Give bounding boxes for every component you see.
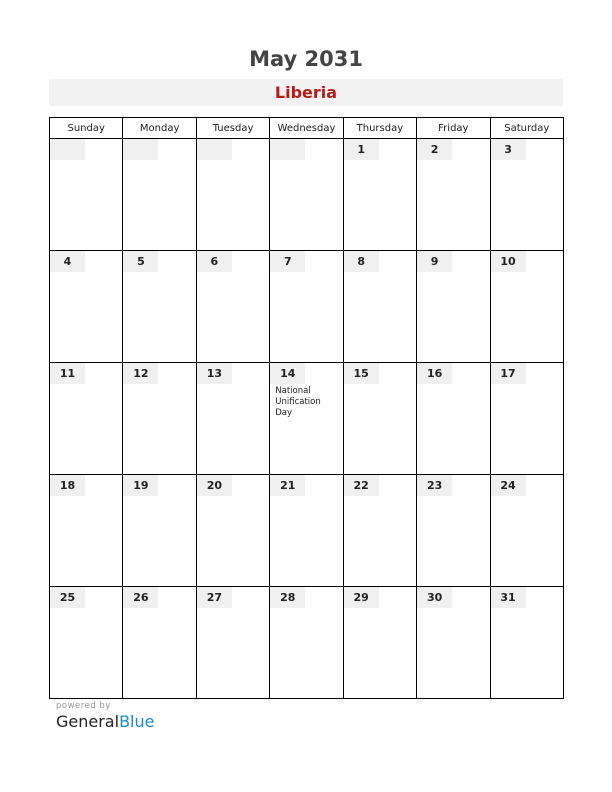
day-number: 22 bbox=[344, 475, 379, 496]
day-number: 8 bbox=[344, 251, 379, 272]
empty-day-cell bbox=[123, 139, 196, 251]
country-name: Liberia bbox=[274, 83, 338, 102]
day-number: 9 bbox=[417, 251, 452, 272]
day-cell bbox=[50, 363, 123, 475]
week-row bbox=[50, 363, 564, 475]
day-cell bbox=[417, 363, 490, 475]
day-cell bbox=[417, 587, 490, 699]
empty-day-cell bbox=[270, 139, 343, 251]
weekday-header: Monday bbox=[123, 118, 196, 139]
day-number bbox=[197, 139, 232, 160]
powered-by-text: powered by bbox=[56, 701, 111, 711]
day-cell bbox=[50, 251, 123, 363]
day-number: 28 bbox=[270, 587, 305, 608]
week-row bbox=[50, 587, 564, 699]
day-number: 31 bbox=[491, 587, 526, 608]
day-number: 23 bbox=[417, 475, 452, 496]
day-cell bbox=[490, 251, 563, 363]
day-cell bbox=[196, 363, 269, 475]
day-cell bbox=[343, 587, 416, 699]
day-number: 24 bbox=[491, 475, 526, 496]
day-cell bbox=[123, 251, 196, 363]
brand-name-blue: Blue bbox=[119, 712, 155, 731]
day-cell bbox=[417, 139, 490, 251]
week-row bbox=[50, 251, 564, 363]
day-number: 26 bbox=[123, 587, 158, 608]
day-cell bbox=[196, 587, 269, 699]
day-number: 19 bbox=[123, 475, 158, 496]
day-number: 16 bbox=[417, 363, 452, 384]
day-cell bbox=[343, 475, 416, 587]
day-number: 1 bbox=[344, 139, 379, 160]
week-row bbox=[50, 475, 564, 587]
day-cell bbox=[490, 587, 563, 699]
brand-name-general: General bbox=[56, 712, 120, 731]
day-number: 2 bbox=[417, 139, 452, 160]
empty-day-cell bbox=[196, 139, 269, 251]
weekday-header: Sunday bbox=[50, 118, 123, 139]
day-cell bbox=[490, 475, 563, 587]
day-cell bbox=[490, 139, 563, 251]
day-cell bbox=[490, 363, 563, 475]
weekday-header: Tuesday bbox=[196, 118, 269, 139]
day-number: 7 bbox=[270, 251, 305, 272]
weekday-header-row bbox=[50, 118, 564, 139]
day-number: 18 bbox=[50, 475, 85, 496]
day-number: 12 bbox=[123, 363, 158, 384]
day-cell bbox=[196, 475, 269, 587]
calendar-title: May 2031 bbox=[249, 47, 363, 71]
day-cell bbox=[50, 587, 123, 699]
day-number: 17 bbox=[491, 363, 526, 384]
day-cell bbox=[343, 139, 416, 251]
generalblue-logo[interactable] bbox=[56, 712, 154, 731]
day-number: 13 bbox=[197, 363, 232, 384]
day-cell bbox=[270, 587, 343, 699]
day-number: 15 bbox=[344, 363, 379, 384]
day-cell bbox=[123, 363, 196, 475]
day-cell bbox=[343, 251, 416, 363]
empty-day-cell bbox=[50, 139, 123, 251]
day-cell bbox=[270, 363, 343, 475]
calendar-grid bbox=[49, 117, 564, 699]
day-cell bbox=[123, 587, 196, 699]
day-number: 29 bbox=[344, 587, 379, 608]
day-cell bbox=[123, 475, 196, 587]
day-number: 4 bbox=[50, 251, 85, 272]
day-cell bbox=[417, 251, 490, 363]
day-number: 11 bbox=[50, 363, 85, 384]
weekday-header: Saturday bbox=[490, 118, 563, 139]
day-number bbox=[270, 139, 305, 160]
day-number: 5 bbox=[123, 251, 158, 272]
day-number bbox=[50, 139, 85, 160]
day-cell bbox=[196, 251, 269, 363]
week-row bbox=[50, 139, 564, 251]
footer-branding bbox=[56, 701, 154, 731]
holiday-label: National Unification Day bbox=[275, 386, 321, 418]
day-number: 27 bbox=[197, 587, 232, 608]
day-number: 30 bbox=[417, 587, 452, 608]
day-cell bbox=[417, 475, 490, 587]
day-number: 6 bbox=[197, 251, 232, 272]
day-number: 3 bbox=[491, 139, 526, 160]
day-cell bbox=[50, 475, 123, 587]
day-number: 10 bbox=[491, 251, 526, 272]
country-banner bbox=[49, 79, 563, 106]
day-number: 20 bbox=[197, 475, 232, 496]
day-number: 25 bbox=[50, 587, 85, 608]
day-cell bbox=[270, 251, 343, 363]
day-number bbox=[123, 139, 158, 160]
weekday-header: Friday bbox=[417, 118, 490, 139]
day-cell bbox=[343, 363, 416, 475]
day-number: 21 bbox=[270, 475, 305, 496]
weekday-header: Wednesday bbox=[270, 118, 343, 139]
day-number: 14 bbox=[270, 363, 305, 384]
day-cell bbox=[270, 475, 343, 587]
weekday-header: Thursday bbox=[343, 118, 416, 139]
